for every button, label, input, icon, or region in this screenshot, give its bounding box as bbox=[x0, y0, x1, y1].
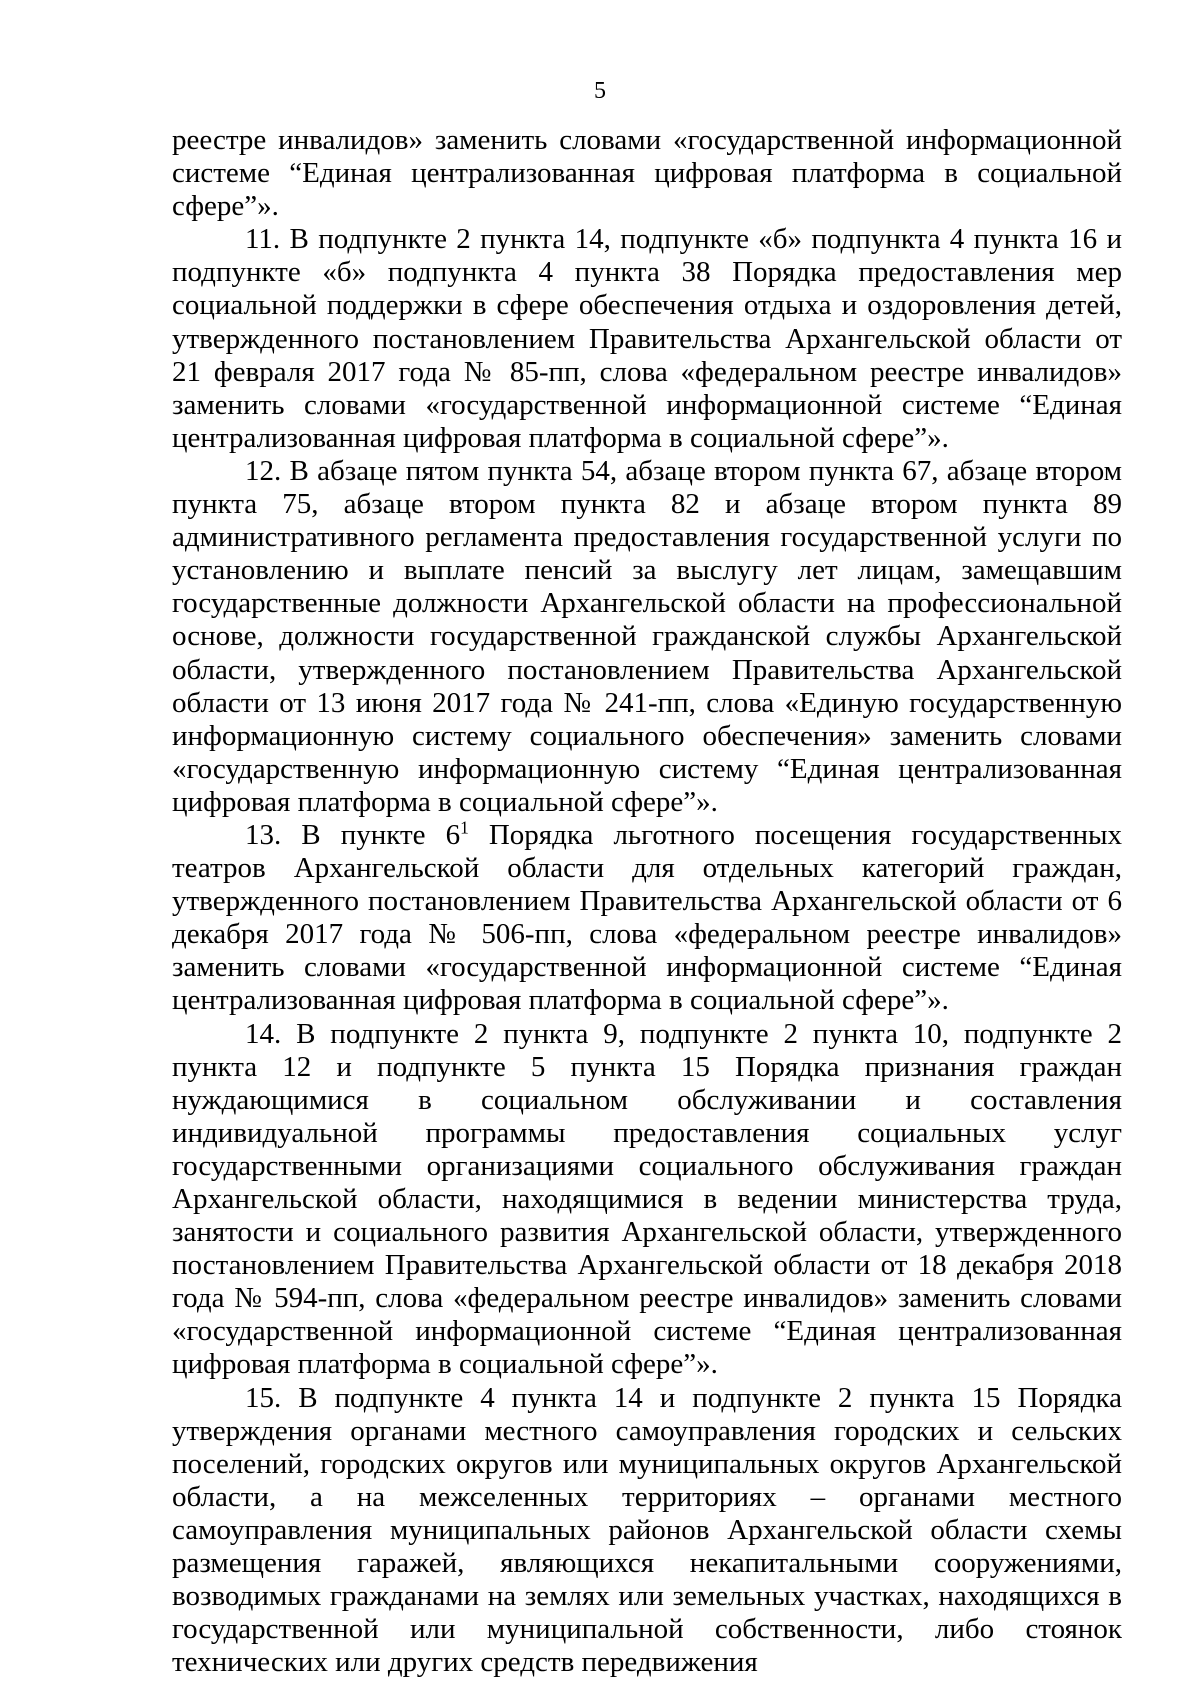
paragraph-13 bbox=[172, 819, 1122, 1018]
paragraph-continuation: реестре инвалидов» заменить словами «государственной информационной системе “Единая централизованная цифровая платформа в социальной сфере”». bbox=[172, 124, 1122, 223]
paragraph-11: 11. В подпункте 2 пункта 14, подпункте «б» подпункта 4 пункта 16 и подпункте «б» подпункта 4 пункта 38 Порядка предоставления мер социальной поддержки в сфере обеспечения отдыха и оздоровления детей, утвержденного постановлением Правительства Архангельской области от 21 февраля 2017 года № 85-пп, слова «федеральном реестре инвалидов» заменить словами «государственной информационной системе “Единая централизованная цифровая платформа в социальной сфере”». bbox=[172, 223, 1122, 454]
paragraph-15: 15. В подпункте 4 пункта 14 и подпункте 2 пункта 15 Порядка утверждения органами местного самоуправления городских и сельских поселений, городских округов или муниципальных округов Архангельской области, а на межселенных территориях – органами местного самоуправления муниципальных районов Архангельской области схемы размещения гаражей, являющихся некапитальными сооружениями, возводимых гражданами на землях или земельных участках, находящихся в государственной или муниципальной собственности, либо стоянок технических или других средств передвижения bbox=[172, 1381, 1122, 1679]
paragraph-14: 14. В подпункте 2 пункта 9, подпункте 2 пункта 10, подпункте 2 пункта 12 и подпункте 5 пункта 15 Порядка признания граждан нуждающимися в социальном обслуживании и составления индивидуальной программы предоставления социальных услуг государственными организациями социального обслуживания граждан Архангельской области, находящимися в ведении министерства труда, занятости и социального развития Архангельской области, утвержденного постановлением Правительства Архангельской области от 18 декабря 2018 года № 594-пп, слова «федеральном реестре инвалидов» заменить словами «государственной информационной системе “Единая централизованная цифровая платформа в социальной сфере”». bbox=[172, 1017, 1122, 1381]
paragraph-12: 12. В абзаце пятом пункта 54, абзаце втором пункта 67, абзаце втором пункта 75, абзаце втором пункта 82 и абзаце втором пункта 89 административного регламента предоставления государственной услуги по установлению и выплате пенсий за выслугу лет лицам, замещавшим государственные должности Архангельской области на профессиональной основе, должности государственной гражданской службы Архангельской области, утвержденного постановлением Правительства Архангельской области от 13 июня 2017 года № 241-пп, слова «Единую государственную информационную систему социального обеспечения» заменить словами «государственную информационную систему “Единая централизованная цифровая платформа в социальной сфере”». bbox=[172, 454, 1122, 818]
paragraph-13-text: Порядка льготного посещения государственных театров Архангельской области для отдельных категорий граждан, утвержденного постановлением Правительства Архангельской области от 6 декабря 2017 года № 506-пп, слова «федеральном реестре инвалидов» заменить словами «государственной информационной системе “Единая централизованная цифровая платформа в социальной сфере”». bbox=[172, 818, 1122, 1017]
paragraph-13-superscript: 1 bbox=[460, 817, 469, 838]
page-number: 5 bbox=[594, 78, 606, 104]
document-body bbox=[172, 124, 1122, 1679]
paragraph-13-lead: 13. В пункте 6 bbox=[245, 818, 461, 851]
